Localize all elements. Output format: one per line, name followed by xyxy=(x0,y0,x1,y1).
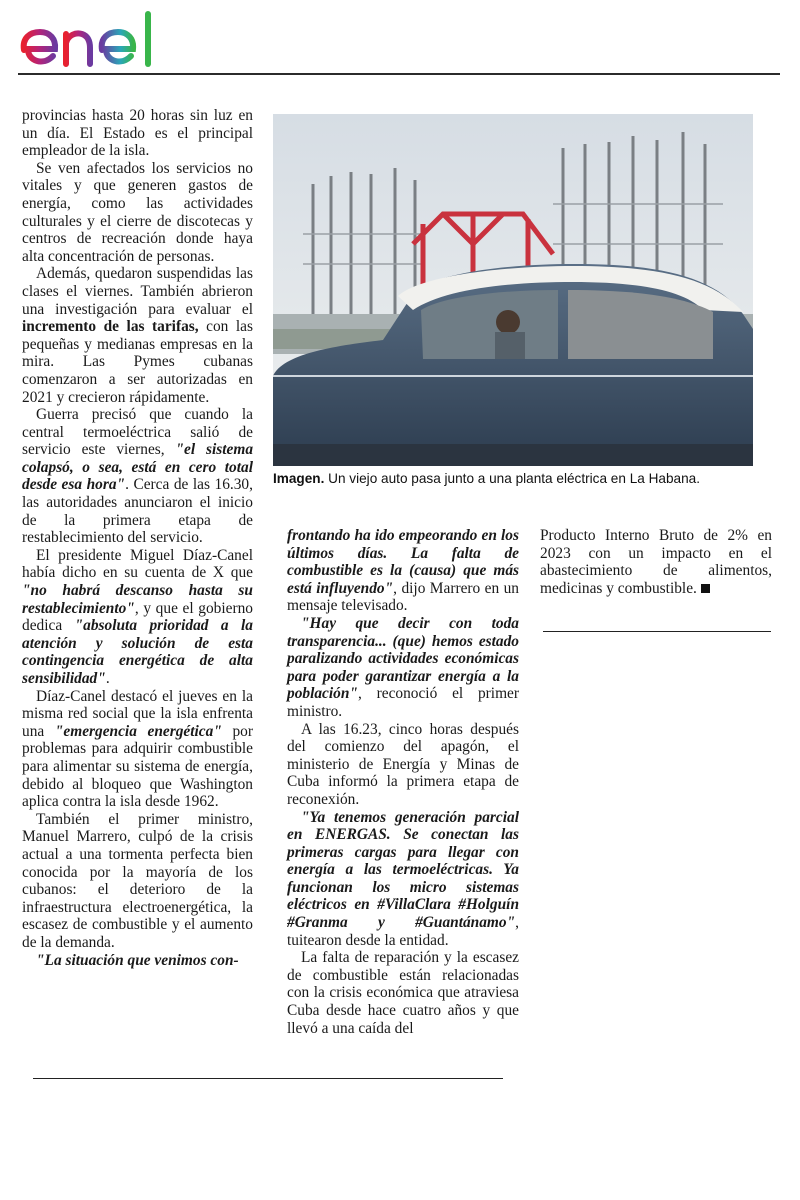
quote: "el sistema colapsó, o sea, está en cero total desde esa hora" xyxy=(22,441,254,494)
text-run: . xyxy=(105,670,110,687)
text-run: El presidente Miguel Díaz-Canel había dicho en su cuenta de X que xyxy=(22,546,253,582)
paragraph xyxy=(22,547,253,688)
bold-phrase: incremento de las tarifas, xyxy=(22,318,199,336)
article-photo xyxy=(273,114,753,466)
text-run: , tuitearon desde la entidad. xyxy=(287,914,519,949)
paragraph xyxy=(287,615,519,721)
text-run: Guerra precisó que cuando la central termoeléctrica salió de servicio este viernes, xyxy=(22,406,253,459)
paragraph xyxy=(287,527,519,615)
caption-label: Imagen. xyxy=(273,471,325,486)
column-rule xyxy=(543,631,771,632)
text-run: por problemas para adquirir combustible para alimentar su sistema de energía, debido al bloqueo que Washington aplica contra la isla desde 1962. xyxy=(22,722,253,811)
text-run: , y que el gobierno dedica xyxy=(22,599,253,635)
enel-logo xyxy=(18,8,188,70)
paragraph xyxy=(287,809,519,950)
paragraph xyxy=(22,265,253,406)
paragraph: Se ven afectados los servicios no vitales y que generen gastos de energía, como las actividades culturales y el cierre de discotecas y centros de recreación donde haya alta concentración de personas. xyxy=(22,159,253,265)
footer-rule xyxy=(33,1078,503,1079)
quote: frontando ha ido empeorando en los últimos días. La falta de combustible es la (causa) que más está influyendo" xyxy=(287,527,519,597)
quote: "no habrá descanso hasta su restablecimiento" xyxy=(22,582,253,617)
text-run: Además, quedaron suspendidas las clases el viernes. También abrieron una investigación para evaluar el xyxy=(22,265,253,318)
paragraph: provincias hasta 20 horas sin luz en un día. El Estado es el principal empleador de la isla. xyxy=(22,107,253,160)
text-run: Díaz-Canel destacó el jueves en la misma red social que la isla enfrenta una xyxy=(22,687,253,740)
quote: "Hay que decir con toda transparencia... (que) hemos estado paralizando actividades económicas para poder garantizar energía a la población" xyxy=(287,614,519,703)
article-column-3 xyxy=(540,527,772,597)
text-run: Producto Interno Bruto de 2% en 2023 con un impacto en el abastecimiento de alimentos, medicinas y combustible. xyxy=(540,527,772,597)
quote: "emergencia energética" xyxy=(54,722,222,740)
article-column-2 xyxy=(287,527,519,1037)
end-mark-icon xyxy=(701,584,710,593)
paragraph: La falta de reparación y la escasez de combustible están relacionadas con la crisis económica que atraviesa Cuba desde hace cuatro años y que llevó a una caída del xyxy=(287,949,519,1037)
paragraph xyxy=(540,527,772,597)
caption-text: Un viejo auto pasa junto a una planta eléctrica en La Habana. xyxy=(328,471,700,486)
paragraph: A las 16.23, cinco horas después del comienzo del apagón, el ministerio de Energía y Minas de Cuba informó la primera etapa de reconexión. xyxy=(287,720,519,808)
quote: "absoluta prioridad a la atención y solución de esta contingencia energética de alta sensibilidad" xyxy=(22,617,253,687)
paragraph xyxy=(22,688,253,811)
text-run: , reconoció el primer ministro. xyxy=(287,685,519,720)
header-rule xyxy=(18,73,780,75)
text-run: con las pequeñas y medianas empresas en la mira. Las Pymes cubanas comenzaron a ser autorizadas en 2021 y crecieron rápidamente. xyxy=(22,318,254,406)
article-column-1 xyxy=(22,107,253,969)
photo-caption xyxy=(273,470,773,487)
paragraph xyxy=(22,406,253,547)
paragraph: "La situación que venimos con- xyxy=(36,951,239,969)
quote: "Ya tenemos generación parcial en ENERGAS. Se conectan las primeras cargas para llegar con energía a las termoeléctricas. Ya funcionan los micro sistemas eléctricos en #VillaClara #Holguín #Granma y #Guantánamo" xyxy=(287,808,519,932)
logo-text: enel xyxy=(18,8,20,9)
text-run: . Cerca de las 16.30, las autoridades anunciaron el inicio de la primera etapa de restablecimiento del servicio. xyxy=(22,476,253,547)
paragraph: También el primer ministro, Manuel Marrero, culpó de la crisis actual a una tormenta perfecta bien conocida por la mayoría de los cubanos: el deterioro de la infraestructura electroenergética, la escasez de combustible y el aumento de la demanda. xyxy=(22,810,253,951)
text-run: , dijo Marrero en un mensaje televisado. xyxy=(287,579,519,615)
